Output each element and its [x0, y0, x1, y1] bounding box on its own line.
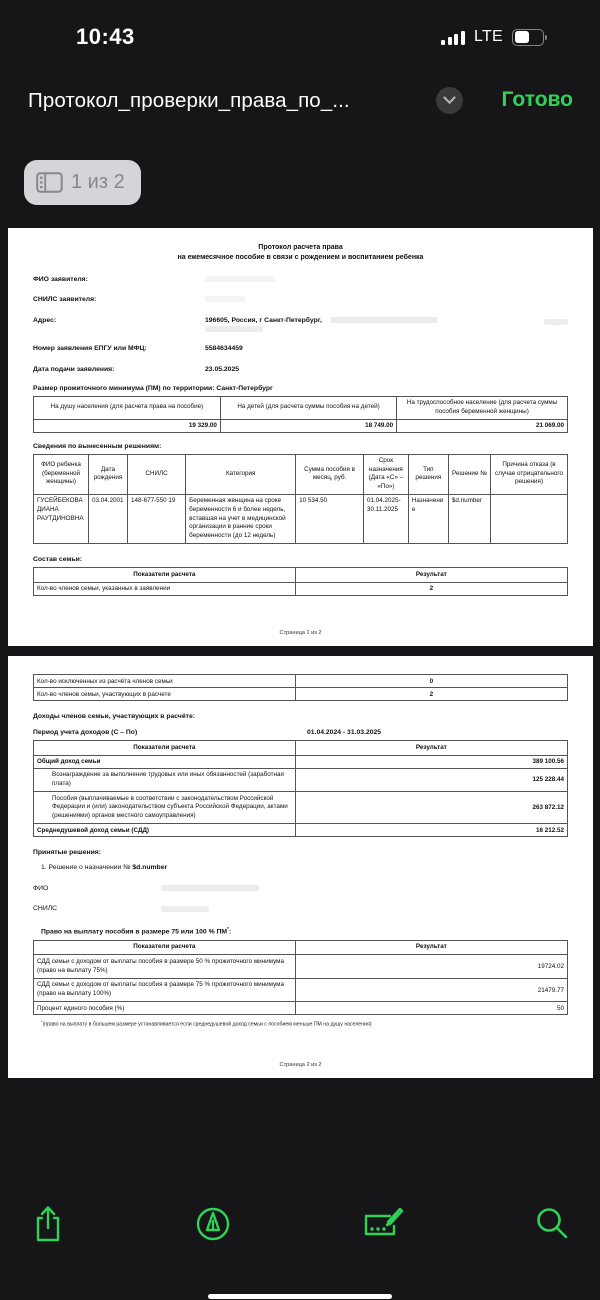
income-cell: Вознаграждение за выполнение трудовых или иных обязанностей (заработная плата) [34, 768, 296, 792]
decisions-cell: 10 534.50 [296, 494, 364, 544]
decision-snils-value [161, 905, 209, 912]
decisions-cell: 01.04.2025-30.11.2025 [363, 494, 408, 544]
decisions-cell: $d.number [448, 494, 490, 544]
income-cell: Пособия (выплачиваемые в соответствии с законодательством Российской Федерации и (или) законодательством субъекта Российской Федерации, актами (решениями) органов местного самоуправления) [34, 792, 296, 824]
decisions-section-title: Сведения по вынесенным решениям: [33, 442, 162, 450]
markup-button[interactable] [193, 1201, 233, 1247]
decisions-cell: 03.04.2001 [89, 494, 128, 544]
family-cell: 2 [295, 688, 567, 701]
field-fio-value [205, 276, 568, 283]
right-header-cell: Результат [295, 940, 567, 955]
field-app-number-label: Номер заявления ЕПГУ или МФЦ: [33, 345, 147, 352]
document-title: Протокол_проверки_права_по_... [28, 89, 350, 112]
bottom-toolbar [0, 1196, 600, 1252]
decision-snils-label: СНИЛС [33, 905, 58, 913]
decisions-header-cell: СНИЛС [127, 454, 185, 494]
battery-icon [512, 29, 547, 46]
income-cell: Общий доход семьи [34, 755, 296, 768]
page2-footer: Страница 2 из 2 [279, 1062, 322, 1068]
field-snils [33, 296, 568, 303]
pm-header-cell: На детей (для расчета суммы пособия на детей) [220, 396, 396, 419]
income-period-value: 01.04.2024 - 31.03.2025 [307, 729, 382, 736]
pm-value-cell: 21 069.00 [397, 419, 568, 432]
field-address-value: 196605, Россия, г Санкт-Петербург, [205, 317, 568, 332]
family-cell: 2 [295, 582, 567, 595]
income-cell: 16 212.52 [295, 824, 567, 837]
right-cell: СДД семьи с доходом от выплаты пособия в размере 75 % прожиточного минимума (право на выплату 100%) [34, 978, 296, 1002]
right-cell: СДД семьи с доходом от выплаты пособия в размере 50 % прожиточного минимума (право на выплату 75%) [34, 955, 296, 979]
doc-title-line1: Протокол расчета права [258, 244, 343, 251]
family-section-title: Состав семьи: [33, 556, 83, 564]
family-cell: 0 [295, 675, 567, 688]
field-app-date-label: Дата подачи заявления: [33, 365, 115, 373]
pm-value-cell: 18 749.00 [220, 419, 396, 432]
decisions-cell [491, 494, 568, 544]
document-page-2[interactable] [8, 656, 593, 1078]
pages-icon [36, 172, 63, 193]
decisions-cell: 148-677-550 19 [127, 494, 185, 544]
home-indicator[interactable] [208, 1294, 392, 1299]
right-cell: 19724.02 [295, 955, 567, 979]
right-cell: 50 [295, 1002, 567, 1015]
status-bar [0, 0, 600, 62]
pm-section-title: Размер прожиточного минимума (ПМ) по территории: Санкт-Петербург [33, 384, 273, 392]
field-app-number-value: 5584634459 [205, 345, 243, 352]
decisions-header-cell: Причина отказа (в случае отрицательного решения) [491, 454, 568, 494]
field-address-label: Адрес: [33, 316, 57, 324]
income-header-cell: Результат [295, 741, 567, 756]
pm-table [33, 396, 568, 433]
share-button[interactable] [28, 1201, 68, 1247]
decision-fio-row [33, 885, 568, 892]
chevron-down-icon [443, 96, 456, 105]
pm-header-cell: На душу населения (для расчета права на пособие) [34, 396, 221, 419]
income-table [33, 740, 568, 837]
field-app-number [33, 345, 568, 352]
family-header-cell: Результат [295, 568, 567, 583]
field-fio-label: ФИО заявителя: [33, 275, 88, 283]
income-cell: Среднедушевой доход семьи (СДД) [34, 824, 296, 837]
decisions-header-cell: Категория [186, 454, 296, 494]
decisions-header-cell: Дата рождения [89, 454, 128, 494]
right-table [33, 940, 568, 1016]
page1-footer: Страница 1 из 2 [279, 630, 322, 636]
decision-item [41, 864, 568, 871]
field-snils-value [205, 296, 568, 303]
decisions-cell: ГУСЕЙБЕКОВА ДИАНА РАУТДИНОВНА [34, 494, 89, 544]
footnote: *(право на выплату в большем размере устанавливается если среднедушевой доход семьи с пособием меньше ПМ на душу населения) [41, 1019, 372, 1029]
signature-button[interactable] [359, 1201, 407, 1247]
page-indicator[interactable] [24, 160, 141, 205]
nav-bar [0, 84, 600, 124]
decisions-header-cell: Тип решения [408, 454, 448, 494]
pm-value-cell: 19 329.00 [34, 419, 221, 432]
decisions-cell: Назначение [408, 494, 448, 544]
field-address [33, 317, 568, 332]
markup-icon [193, 1204, 233, 1244]
pm-header-cell: На трудоспособное население (для расчета суммы пособия беременной женщины) [397, 396, 568, 419]
income-section-title: Доходы членов семьи, участвующих в расчёте: [33, 713, 195, 720]
income-cell: 389 100.56 [295, 755, 567, 768]
decisions-header-cell: Решение № [448, 454, 490, 494]
decisions-header-cell: Сумма пособия в месяц, руб. [296, 454, 364, 494]
network-type-label: LTE [473, 28, 503, 45]
income-period-row [33, 729, 568, 736]
search-button[interactable] [532, 1201, 572, 1247]
decisions-header-cell: Срок назначения (Дата «С» – «По») [363, 454, 408, 494]
cellular-signal-icon [441, 30, 465, 45]
decisions-header-cell: ФИО ребенка (беременной женщины) [34, 454, 89, 494]
doc-title-line2: на ежемесячное пособие в связи с рождением и воспитанием ребенка [177, 253, 424, 261]
right-section-title: Право на выплату пособия в размере 75 или 100 % ПМ*: [41, 926, 232, 936]
family-cell: Кол-во членов семьи, указанных в заявлении [34, 582, 296, 595]
family-header-cell: Показатели расчета [34, 568, 296, 583]
income-period-label: Период учета доходов (С – По) [33, 729, 138, 736]
income-header-cell: Показатели расчета [34, 741, 296, 756]
decisions-cell: Беременная женщина на сроке беременности 6 и более недель, вставшая на учет в медицинской организации в ранние сроки беременности (до 12 недель) [186, 494, 296, 544]
clock: 10:43 [76, 24, 135, 49]
field-snils-label: СНИЛС заявителя: [33, 296, 97, 303]
decision-item-number: $d.number [132, 864, 168, 872]
signature-icon [360, 1204, 406, 1244]
decision-snils-row [33, 905, 568, 912]
title-menu-button[interactable] [436, 87, 463, 114]
right-cell: 21479.77 [295, 978, 567, 1002]
family-cell: Кол-во исключенных из расчёта членов семьи [34, 675, 296, 688]
decisions-table [33, 454, 568, 545]
decision-item-text: 1. Решение о назначении № [41, 864, 131, 872]
share-icon [32, 1204, 64, 1244]
decision-fio-value [161, 885, 259, 892]
document-page-1[interactable] [8, 228, 593, 646]
right-cell: Процент единого пособия (%) [34, 1002, 296, 1015]
field-fio [33, 276, 568, 283]
done-button[interactable]: Готово [501, 88, 573, 111]
family-table-continued [33, 674, 568, 701]
right-header-cell: Показатели расчета [34, 940, 296, 955]
adopted-decisions-title: Принятые решения: [33, 849, 101, 857]
decisions-row [34, 494, 568, 544]
income-cell: 125 228.44 [295, 768, 567, 792]
income-cell: 263 872.12 [295, 792, 567, 824]
field-app-date-value: 23.05.2025 [205, 365, 240, 373]
search-icon [534, 1205, 570, 1243]
decision-fio-label: ФИО [33, 884, 49, 892]
family-cell: Кол-во членов семьи, участвующих в расчете [34, 688, 296, 701]
page-indicator-label: 1 из 2 [71, 171, 125, 193]
family-table [33, 567, 568, 596]
field-app-date [33, 366, 568, 373]
